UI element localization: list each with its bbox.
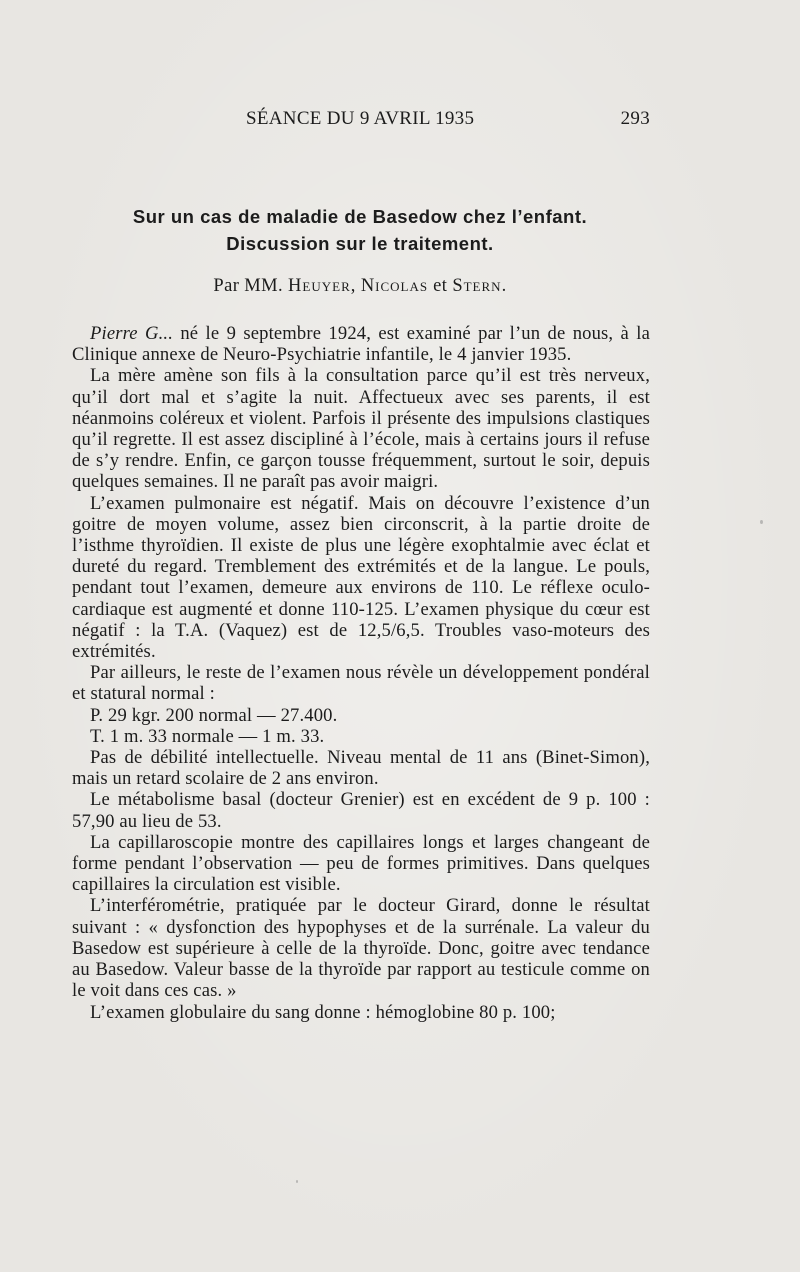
paragraph-height: T. 1 m. 33 normale — 1 m. 33. [90,725,325,747]
article-authors [60,276,660,297]
author-end: . [501,276,507,296]
running-head-title: SÉANCE DU 9 AVRIL 1935 [246,108,475,129]
paragraph-interferometry: L’interférométrie, pratiquée par le docteur Girard, donne le résultat suivant : « dysfonction des hypophyses et de la surrénale. La valeur du Basedow est supérieure à celle de la thyroïde. Donc, goitre avec tendance au Basedow. Valeur basse de la thyroïde par rapport au testicule comme on le voit dans ces cas. » [72,895,650,1002]
author-nicolas: Nicolas [360,276,429,296]
paragraph-intellect: Pas de débilité intellectuelle. Niveau mental de 11 ans (Binet-Simon), mais un retard scolaire de 2 ans environ. [72,747,650,790]
paragraph-blood-exam: L’examen globulaire du sang donne : hémoglobine 80 p. 100; [90,1001,556,1023]
authors-prefix: Par MM. [213,276,289,296]
author-separator-2: et [428,276,453,296]
author-heuyer: Heuyer [288,276,351,296]
patient-name: Pierre G... [90,323,174,344]
paragraph-history: La mère amène son fils à la consultation parce qu’il est très nerveux, qu’il dort mal et s’agite la nuit. Affectueux avec ses parents, il est néanmoins coléreux et violent. Parfois il présente des impulsions clastiques qu’il regrette. Il est assez discipliné à l’école, mais à certains jours il refuse de s’y rendre. Enfin, ce garçon tousse fréquemment, surtout le soir, depuis quelques semaines. Il ne paraît pas avoir maigri. [72,365,650,493]
page-number: 293 [620,108,650,129]
article-body [72,323,650,1023]
paragraph-metabolism: Le métabolisme basal (docteur Grenier) est en excédent de 9 p. 100 : 57,90 au lieu de 53. [72,789,650,832]
author-separator-1: , [350,276,361,296]
article-title-line-1: Sur un cas de maladie de Basedow chez l’enfant. [132,206,588,227]
article-title [60,203,660,257]
author-stern: Stern [452,276,502,296]
scan-speck [296,1180,298,1183]
running-head [72,108,650,136]
article-title-line-2: Discussion sur le traitement. [226,233,494,254]
paragraph-examination: L’examen pulmonaire est négatif. Mais on découvre l’existence d’un goitre de moyen volume, assez bien circonscrit, à la partie droite de l’isthme thyroïdien. Il existe de plus une légère exophtalmie avec éclat et dureté du regard. Tremblement des extrémités et de la langue. Le pouls, pendant tout l’examen, demeure aux environs de 110. Le réflexe oculo-cardiaque est augmenté et donne 110-125. L’examen physique du cœur est négatif : la T.A. (Vaquez) est de 12,5/6,5. Troubles vaso-moteurs des extrémités. [72,492,650,663]
paragraph-patient-intro [72,323,650,365]
paragraph-development: Par ailleurs, le reste de l’examen nous révèle un développement pondéral et statural normal : [72,662,650,705]
paragraph-capillaroscopy: La capillaroscopie montre des capillaires longs et larges changeant de forme pendant l’observation — peu de formes primitives. Dans quelques capillaires la circulation est visible. [72,831,650,896]
scan-speck [760,520,763,524]
paragraph-weight: P. 29 kgr. 200 normal — 27.400. [90,704,338,726]
paragraph-1-text: né le 9 septembre 1924, est examiné par l’un de nous, à la Clinique annexe de Neuro-Psychiatrie infantile, le 4 janvier 1935. [72,323,650,366]
